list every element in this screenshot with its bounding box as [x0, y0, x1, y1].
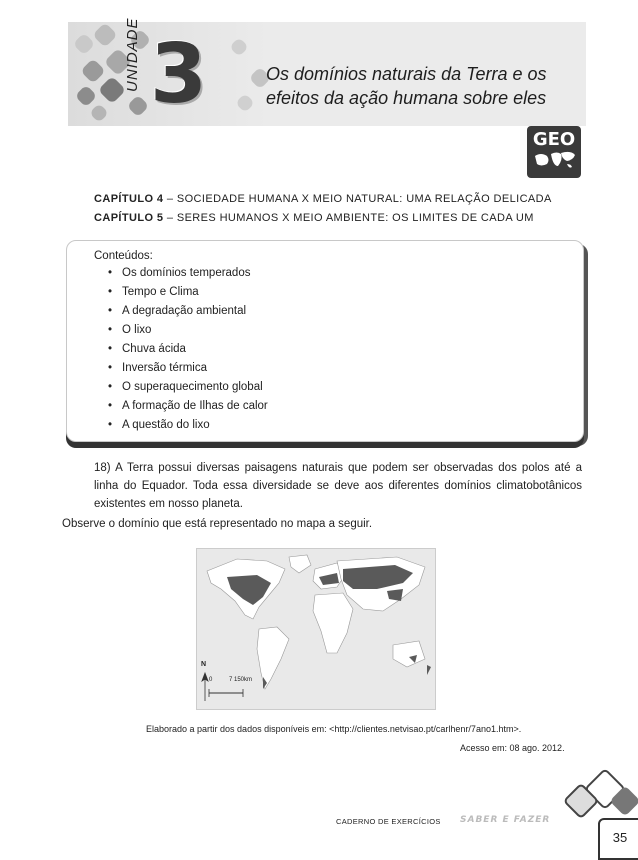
world-map	[196, 548, 436, 710]
unit-number: 3	[150, 27, 208, 122]
australia	[393, 641, 425, 667]
question-text: 18) A Terra possui diversas paisagens naturais que podem ser observadas dos polos até a linha do Equador. Toda essa diversidade se deve aos diferentes domínios climatobotânicos existentes em nosso planeta.	[94, 462, 582, 510]
chapter-5-line	[94, 212, 534, 224]
footer-logo: SABER E FAZER	[460, 815, 551, 825]
world-map-graphic	[197, 549, 435, 709]
list-item: • A questão do lixo	[108, 416, 268, 435]
list-item: • Os domínios temperados	[108, 264, 268, 283]
north-arrow	[202, 673, 208, 701]
africa	[313, 593, 353, 653]
instruction-text: Observe o domínio que está representado no mapa a seguir.	[62, 518, 373, 530]
world-icon	[527, 126, 581, 178]
unit-title	[266, 62, 582, 110]
list-item: • Inversão térmica	[108, 359, 268, 378]
scale-zero: 0	[209, 677, 213, 683]
list-item: • Tempo e Clima	[108, 283, 268, 302]
chapter-4-label: CAPÍTULO 4	[94, 193, 164, 205]
list-item: • A formação de Ilhas de calor	[108, 397, 268, 416]
chapter-5-text: – SERES HUMANOS X MEIO AMBIENTE: OS LIMITES DE CADA UM	[163, 212, 534, 224]
contents-list	[108, 264, 268, 435]
geo-badge	[527, 126, 581, 178]
unit-label: UNIDADE	[124, 17, 141, 92]
footer-text: CADERNO DE EXERCÍCIOS	[336, 817, 441, 826]
south-america	[257, 627, 289, 689]
footer-decoration	[560, 770, 638, 818]
list-item: • Chuva ácida	[108, 340, 268, 359]
map-access-date: Acesso em: 08 ago. 2012.	[460, 743, 565, 753]
chapter-5-label: CAPÍTULO 5	[94, 212, 164, 224]
unit-title-line-1: Os domínios naturais da Terra e os	[266, 64, 547, 84]
map-source-caption: Elaborado a partir dos dados disponíveis em: <http://clientes.netvisao.pt/carlhenr/7ano1.htm>.	[146, 724, 522, 734]
page-number: 35	[598, 818, 638, 860]
contents-title: Conteúdos:	[94, 250, 153, 262]
chapter-4-text: – SOCIEDADE HUMANA X MEIO NATURAL: UMA RELAÇÃO DELICADA	[163, 193, 552, 205]
list-item: • O superaquecimento global	[108, 378, 268, 397]
chapter-4-line	[94, 193, 552, 205]
unit-title-line-2: efeitos da ação humana sobre eles	[266, 88, 547, 108]
greenland	[289, 555, 311, 573]
geo-badge-label: GEO	[532, 129, 576, 150]
list-item: • A degradação ambiental	[108, 302, 268, 321]
list-item: • O lixo	[108, 321, 268, 340]
new-zealand	[427, 665, 431, 675]
north-label: N	[201, 661, 207, 668]
scale-label: 7 150km	[229, 677, 253, 683]
